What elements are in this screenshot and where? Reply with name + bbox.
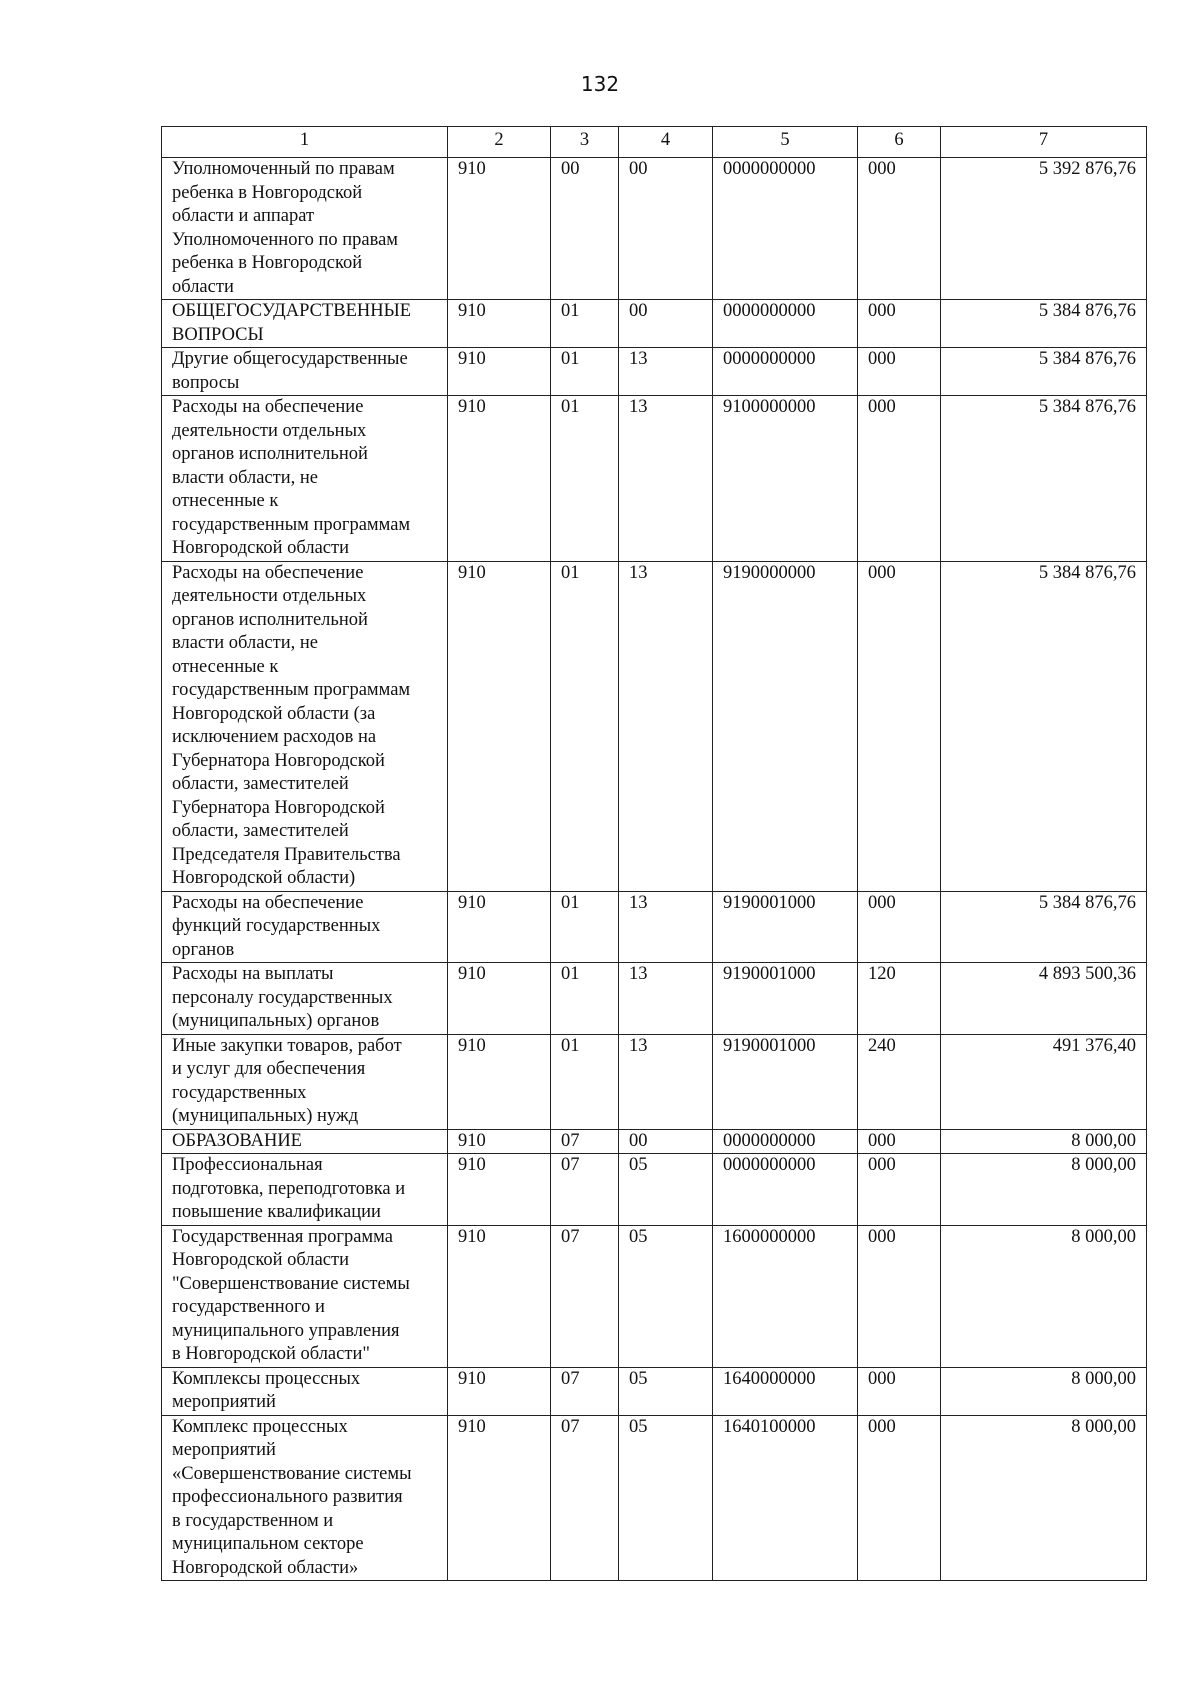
- row-subsection-cell: 00: [619, 158, 713, 300]
- table-row: [162, 561, 1147, 891]
- row-amount-cell: 5 392 876,76: [941, 158, 1147, 300]
- row-target-cell: 0000000000: [713, 300, 858, 348]
- row-code-cell: 910: [448, 891, 551, 963]
- row-section-cell: 01: [551, 300, 619, 348]
- row-subsection-cell: 05: [619, 1225, 713, 1367]
- row-code-cell: 910: [448, 396, 551, 562]
- row-subsection-cell: 13: [619, 561, 713, 891]
- row-target-cell: 9190001000: [713, 891, 858, 963]
- row-code-cell: 910: [448, 348, 551, 396]
- row-code-cell: 910: [448, 1367, 551, 1415]
- row-target-cell: 0000000000: [713, 1154, 858, 1226]
- row-section-cell: 00: [551, 158, 619, 300]
- row-name-cell: Другие общегосударственные вопросы: [162, 348, 448, 396]
- row-amount-cell: 5 384 876,76: [941, 396, 1147, 562]
- row-code-cell: 910: [448, 1415, 551, 1581]
- row-type-cell: 000: [858, 1225, 941, 1367]
- row-name-cell: Расходы на обеспечение функций государственных органов: [162, 891, 448, 963]
- row-amount-cell: 491 376,40: [941, 1034, 1147, 1129]
- row-target-cell: 9190001000: [713, 963, 858, 1035]
- row-code-cell: 910: [448, 1129, 551, 1154]
- row-section-cell: 01: [551, 1034, 619, 1129]
- row-name-cell: Государственная программа Новгородской области "Совершенствование системы государственного и муниципального управления в Новгородской области": [162, 1225, 448, 1367]
- row-section-cell: 01: [551, 396, 619, 562]
- row-code-cell: 910: [448, 963, 551, 1035]
- row-subsection-cell: 13: [619, 963, 713, 1035]
- row-amount-cell: 8 000,00: [941, 1225, 1147, 1367]
- row-type-cell: 000: [858, 348, 941, 396]
- table-row: [162, 1225, 1147, 1367]
- table-row: [162, 1034, 1147, 1129]
- row-type-cell: 000: [858, 1154, 941, 1226]
- table-row: [162, 963, 1147, 1035]
- row-code-cell: 910: [448, 561, 551, 891]
- row-section-cell: 01: [551, 348, 619, 396]
- column-header: 6: [858, 127, 941, 158]
- row-name-cell: ОБЩЕГОСУДАРСТВЕННЫЕ ВОПРОСЫ: [162, 300, 448, 348]
- row-name-cell: Профессиональная подготовка, переподготовка и повышение квалификации: [162, 1154, 448, 1226]
- row-type-cell: 000: [858, 891, 941, 963]
- column-header: 1: [162, 127, 448, 158]
- row-amount-cell: 5 384 876,76: [941, 891, 1147, 963]
- row-type-cell: 000: [858, 1367, 941, 1415]
- column-header: 5: [713, 127, 858, 158]
- column-header: 4: [619, 127, 713, 158]
- row-name-cell: Расходы на обеспечение деятельности отдельных органов исполнительной власти области, не отнесенные к государственным программам Новгородской области (за исключением расходов на Губернатора Новгородской области, заместителей Губернатора Новгородской области, заместителей Председателя Правительства Новгородской области): [162, 561, 448, 891]
- row-name-cell: ОБРАЗОВАНИЕ: [162, 1129, 448, 1154]
- row-type-cell: 000: [858, 300, 941, 348]
- row-amount-cell: 4 893 500,36: [941, 963, 1147, 1035]
- table-row: [162, 300, 1147, 348]
- row-target-cell: 0000000000: [713, 158, 858, 300]
- column-header: 2: [448, 127, 551, 158]
- row-type-cell: 240: [858, 1034, 941, 1129]
- column-header: 3: [551, 127, 619, 158]
- row-name-cell: Комплекс процессных мероприятий «Совершенствование системы профессионального развития в государственном и муниципальном секторе Новгородской области»: [162, 1415, 448, 1581]
- row-target-cell: 1640100000: [713, 1415, 858, 1581]
- row-target-cell: 1600000000: [713, 1225, 858, 1367]
- row-amount-cell: 8 000,00: [941, 1129, 1147, 1154]
- row-type-cell: 000: [858, 561, 941, 891]
- row-type-cell: 120: [858, 963, 941, 1035]
- table-row: [162, 1154, 1147, 1226]
- row-target-cell: 0000000000: [713, 1129, 858, 1154]
- column-header: 7: [941, 127, 1147, 158]
- row-section-cell: 01: [551, 891, 619, 963]
- table-row: [162, 396, 1147, 562]
- row-type-cell: 000: [858, 158, 941, 300]
- table-row: [162, 348, 1147, 396]
- row-name-cell: Уполномоченный по правам ребенка в Новгородской области и аппарат Уполномоченного по правам ребенка в Новгородской области: [162, 158, 448, 300]
- row-section-cell: 01: [551, 963, 619, 1035]
- row-amount-cell: 8 000,00: [941, 1367, 1147, 1415]
- row-subsection-cell: 00: [619, 1129, 713, 1154]
- row-subsection-cell: 13: [619, 396, 713, 562]
- row-subsection-cell: 13: [619, 1034, 713, 1129]
- row-name-cell: Иные закупки товаров, работ и услуг для обеспечения государственных (муниципальных) нужд: [162, 1034, 448, 1129]
- page-number: 132: [580, 72, 620, 96]
- row-section-cell: 07: [551, 1367, 619, 1415]
- table-row: [162, 1415, 1147, 1581]
- row-target-cell: 9100000000: [713, 396, 858, 562]
- row-code-cell: 910: [448, 1154, 551, 1226]
- row-section-cell: 01: [551, 561, 619, 891]
- row-target-cell: 1640000000: [713, 1367, 858, 1415]
- row-code-cell: 910: [448, 1225, 551, 1367]
- row-section-cell: 07: [551, 1415, 619, 1581]
- row-subsection-cell: 05: [619, 1415, 713, 1581]
- table-row: [162, 158, 1147, 300]
- row-subsection-cell: 13: [619, 348, 713, 396]
- row-section-cell: 07: [551, 1225, 619, 1367]
- row-section-cell: 07: [551, 1154, 619, 1226]
- row-code-cell: 910: [448, 158, 551, 300]
- row-type-cell: 000: [858, 1415, 941, 1581]
- row-name-cell: Расходы на обеспечение деятельности отдельных органов исполнительной власти области, не отнесенные к государственным программам Новгородской области: [162, 396, 448, 562]
- budget-table: [161, 126, 1147, 1581]
- row-subsection-cell: 05: [619, 1367, 713, 1415]
- row-target-cell: 0000000000: [713, 348, 858, 396]
- row-amount-cell: 5 384 876,76: [941, 561, 1147, 891]
- row-code-cell: 910: [448, 300, 551, 348]
- row-amount-cell: 5 384 876,76: [941, 300, 1147, 348]
- row-name-cell: Комплексы процессных мероприятий: [162, 1367, 448, 1415]
- row-section-cell: 07: [551, 1129, 619, 1154]
- row-subsection-cell: 13: [619, 891, 713, 963]
- row-target-cell: 9190001000: [713, 1034, 858, 1129]
- row-type-cell: 000: [858, 1129, 941, 1154]
- row-subsection-cell: 05: [619, 1154, 713, 1226]
- table-row: [162, 1129, 1147, 1154]
- row-amount-cell: 8 000,00: [941, 1415, 1147, 1581]
- row-type-cell: 000: [858, 396, 941, 562]
- header-row: [162, 127, 1147, 158]
- row-amount-cell: 5 384 876,76: [941, 348, 1147, 396]
- row-target-cell: 9190000000: [713, 561, 858, 891]
- row-subsection-cell: 00: [619, 300, 713, 348]
- row-code-cell: 910: [448, 1034, 551, 1129]
- row-amount-cell: 8 000,00: [941, 1154, 1147, 1226]
- table-row: [162, 891, 1147, 963]
- row-name-cell: Расходы на выплаты персоналу государственных (муниципальных) органов: [162, 963, 448, 1035]
- table-row: [162, 1367, 1147, 1415]
